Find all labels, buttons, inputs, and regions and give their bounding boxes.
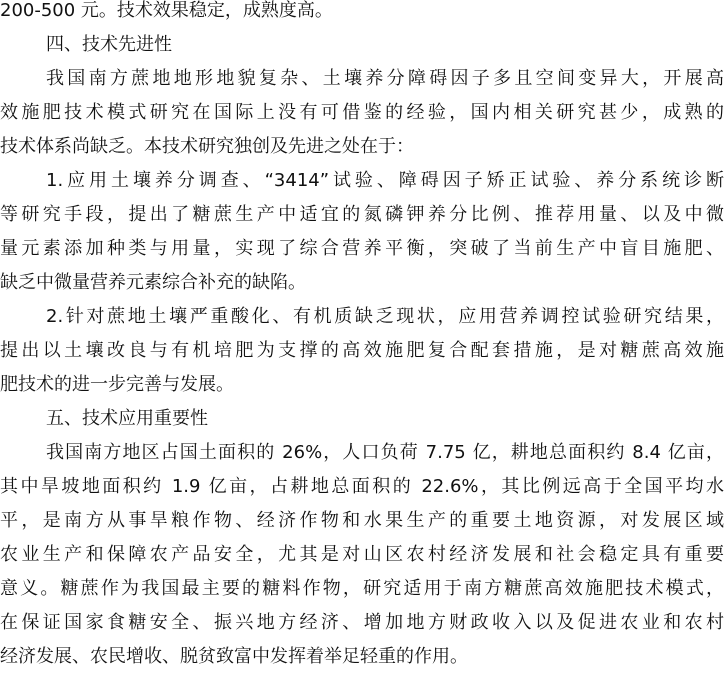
paragraph-line: 我国南方地区占国土面积的 26%，人口负荷 7.75 亿，耕地总面积约 8.4 亿亩， (46, 442, 724, 463)
paragraph-line: 技术体系尚缺乏。本技术研究独创及先进之处在于： (0, 136, 414, 157)
paragraph-line: 其中旱坡地面积约 1.9 亿亩，占耕地总面积的 22.6%，其比例远高于全国平均水 (0, 476, 724, 497)
paragraph-line: 1.应用土壤养分调查、“3414”试验、障碍因子矫正试验、养分系统诊断 (46, 170, 724, 191)
paragraph-line: 效施肥技术模式研究在国际上没有可借鉴的经验，国内相关研究甚少，成熟的 (0, 102, 724, 123)
paragraph-line: 经济发展、农民增收、脱贫致富中发挥着举足轻重的作用。 (0, 646, 468, 667)
paragraph-line: 提出以土壤改良与有机培肥为支撑的高效施肥复合配套措施，是对糖蔗高效施 (0, 340, 724, 361)
paragraph-line: 我国南方蔗地地形地貌复杂、土壤养分障碍因子多且空间变异大，开展高 (46, 68, 724, 89)
paragraph-line: 缺乏中微量营养元素综合补充的缺陷。 (0, 272, 306, 293)
paragraph-line: 平，是南方从事旱粮作物、经济作物和水果生产的重要土地资源，对发展区域 (0, 510, 724, 531)
paragraph-line: 200-500 元。技术效果稳定，成熟度高。 (0, 0, 333, 21)
paragraph-line: 农业生产和保障农产品安全，尤其是对山区农村经济发展和社会稳定具有重要 (0, 544, 724, 565)
paragraph-line: 等研究手段，提出了糖蔗生产中适宜的氮磷钾养分比例、推荐用量、以及中微 (0, 204, 724, 225)
paragraph-line: 肥技术的进一步完善与发展。 (0, 374, 234, 395)
section-heading-importance: 五、技术应用重要性 (46, 408, 208, 429)
section-heading-advancement: 四、技术先进性 (46, 34, 172, 55)
paragraph-line: 2.针对蔗地土壤严重酸化、有机质缺乏现状，应用营养调控试验研究结果， (46, 306, 724, 327)
paragraph-line: 量元素添加种类与用量，实现了综合营养平衡，突破了当前生产中盲目施肥、 (0, 238, 724, 259)
paragraph-line: 在保证国家食糖安全、振兴地方经济、增加地方财政收入以及促进农业和农村 (0, 612, 724, 633)
paragraph-line: 意义。糖蔗作为我国最主要的糖料作物，研究适用于南方糖蔗高效施肥技术模式， (0, 578, 724, 599)
